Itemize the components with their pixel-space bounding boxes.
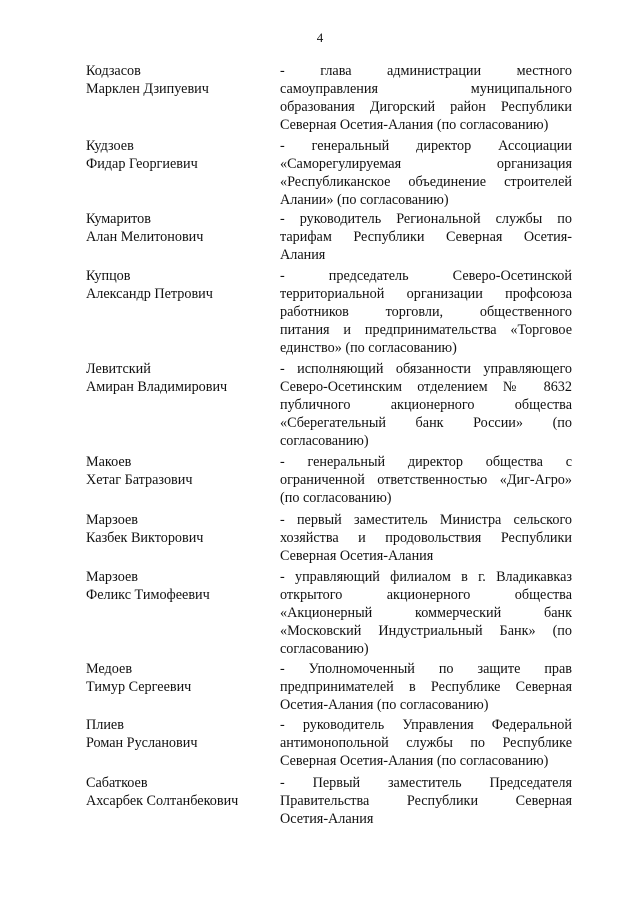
member-given-name: Амиран Владимирович [86,379,228,395]
member-role [280,137,572,209]
member-role [280,210,572,264]
role-line: - исполняющий обязанности управляющего [280,361,572,377]
member-given-name: Роман Русланович [86,735,198,751]
member-surname: Марзоев [86,512,138,528]
role-line: антимонопольной службы по Республике [280,735,572,751]
member-name [86,660,276,696]
member-role [280,360,572,450]
role-line: «Московский Индустриальный Банк» (по [280,623,572,639]
member-given-name: Феликс Тимофеевич [86,587,210,603]
member-given-name: Хетаг Батразович [86,472,193,488]
member-name [86,137,276,173]
member-surname: Кудзоев [86,138,134,154]
role-line: работников торговли, общественного [280,304,572,320]
role-line: «Республиканское объединение строителей [280,174,572,190]
member-name [86,774,276,810]
role-line: территориальной организации профсоюза [280,286,572,302]
member-role [280,568,572,658]
role-line: «Саморегулируемая организация [280,156,572,172]
role-line: Северная Осетия-Алания (по согласованию) [280,753,549,769]
role-line: Правительства Республики Северная [280,793,572,809]
role-line: (по согласованию) [280,490,392,506]
member-given-name: Марклен Дзипуевич [86,81,209,97]
member-name [86,267,276,303]
role-line: Осетия-Алания [280,811,374,827]
member-given-name: Тимур Сергеевич [86,679,192,695]
member-name [86,716,276,752]
role-line: образования Дигорский район Республики [280,99,572,115]
role-line: ограниченной ответственностью «Диг-Агро» [280,472,572,488]
role-line: публичного акционерного общества [280,397,572,413]
member-surname: Марзоев [86,569,138,585]
role-line: Осетия-Алания (по согласованию) [280,697,489,713]
member-surname: Сабаткоев [86,775,148,791]
role-line: тарифам Республики Северная Осетия- [280,229,572,245]
member-name [86,568,276,604]
role-line: - генеральный директор Ассоциации [280,138,572,154]
member-given-name: Фидар Георгиевич [86,156,198,172]
member-given-name: Казбек Викторович [86,530,204,546]
role-line: - руководитель Региональной службы по [280,211,572,227]
member-name [86,62,276,98]
role-line: Алания [280,247,326,263]
page-number: 4 [316,30,324,45]
member-name [86,511,276,547]
member-given-name: Александр Петрович [86,286,213,302]
member-name [86,210,276,246]
role-line: Северная Осетия-Алания (по согласованию) [280,117,549,133]
role-line: - первый заместитель Министра сельского [280,512,572,528]
member-role [280,453,572,507]
role-line: - Уполномоченный по защите прав [280,661,572,677]
role-line: единство» (по согласованию) [280,340,457,356]
member-name [86,453,276,489]
role-line: - генеральный директор общества с [280,454,572,470]
member-surname: Купцов [86,268,131,284]
role-line: открытого акционерного общества [280,587,572,603]
role-line: - Первый заместитель Председателя [280,775,572,791]
role-line: хозяйства и продовольствия Республики [280,530,572,546]
member-given-name: Алан Мелитонович [86,229,204,245]
role-line: - глава администрации местного [280,63,572,79]
role-line: «Сберегательный банк России» (по [280,415,572,431]
member-surname: Макоев [86,454,132,470]
member-surname: Левитский [86,361,151,377]
member-surname: Кумаритов [86,211,151,227]
member-name [86,360,276,396]
role-line: согласованию) [280,641,369,657]
role-line: - председатель Северо-Осетинской [280,268,572,284]
role-line: Алании» (по согласованию) [280,192,449,208]
role-line: самоуправления муниципального [280,81,572,97]
role-line: Северо-Осетинским отделением № 8632 [280,379,572,395]
role-line: - руководитель Управления Федеральной [280,717,572,733]
member-role [280,774,572,828]
member-given-name: Ахсарбек Солтанбекович [86,793,239,809]
role-line: питания и предпринимательства «Торговое [280,322,572,338]
role-line: предпринимателей в Республике Северная [280,679,572,695]
member-role [280,267,572,357]
member-surname: Медоев [86,661,133,677]
member-role [280,511,572,565]
role-line: «Акционерный коммерческий банк [280,605,572,621]
role-line: согласованию) [280,433,369,449]
member-surname: Плиев [86,717,124,733]
member-surname: Кодзасов [86,63,141,79]
member-role [280,716,572,770]
role-line: - управляющий филиалом в г. Владикавказ [280,569,572,585]
member-role [280,62,572,134]
member-role [280,660,572,714]
role-line: Северная Осетия-Алания [280,548,434,564]
